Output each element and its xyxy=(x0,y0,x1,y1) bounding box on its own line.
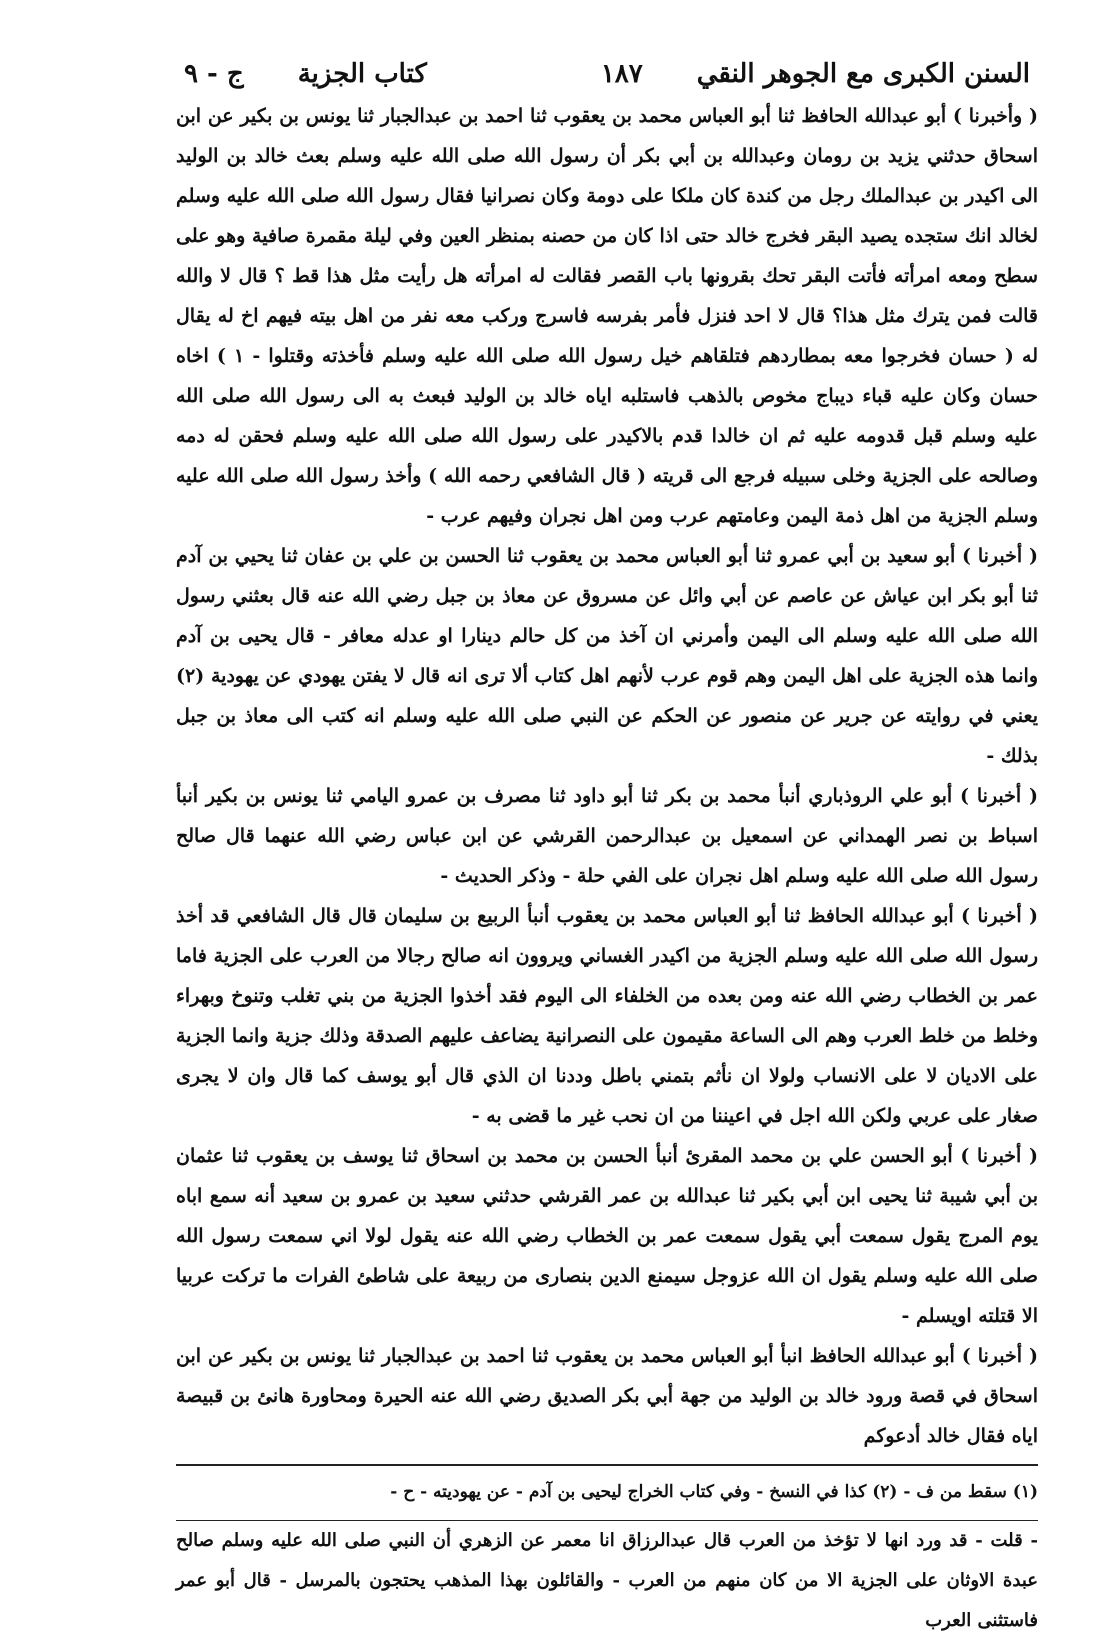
chapter-title: كتاب الجزية xyxy=(297,59,427,89)
hadith-paragraph: ( أخبرنا ) أبو عبدالله الحافظ انبأ أبو العباس محمد بن يعقوب ثنا احمد بن عبدالجبار ثنا يونس بن بكير عن ابن اسحاق في قصة ورود خالد بن الوليد من جهة أبي بكر الصديق رضي الله عنه الحيرة ومحاورة هانئ بن قبيصة اياه فقال خالد أدعوكم xyxy=(176,1345,1038,1447)
footnote-text: (١) سقط من ف - (٢) كذا في النسخ - وفي كتاب الخراج ليحيى بن آدم - عن يهوديته - ح - xyxy=(390,1482,1038,1502)
volume-number: ج - ٩ xyxy=(184,59,244,89)
footnotes xyxy=(176,1472,1038,1512)
hadith-paragraph: ( أخبرنا ) أبو سعيد بن أبي عمرو ثنا أبو العباس محمد بن يعقوب ثنا الحسن بن علي بن عفان ثنا يحيي بن آدم ثنا أبو بكر ابن عياش عن عاصم عن أبي وائل عن مسروق عن معاذ بن جبل رضي الله عنه قال بعثني رسول الله صلى الله عليه وسلم الى اليمن وأمرني ان آخذ من كل حالم دينارا او عدله معافر - قال يحيى بن آدم وانما هذه الجزية على اهل اليمن وهم قوم عرب لأنهم اهل كتاب ألا ترى انه قال لا يفتن يهودي عن يهودية (٢) يعني في روايته عن جرير عن منصور عن الحكم عن النبي صلى الله عليه وسلم انه كتب الى معاذ بن جبل بذلك - xyxy=(176,545,1038,767)
book-page xyxy=(176,52,1038,1631)
footnote-divider xyxy=(176,1464,1038,1466)
page-number: ١٨٧ xyxy=(600,59,643,89)
main-text xyxy=(176,96,1038,1456)
hadith-paragraph: ( أخبرنا ) أبو الحسن علي بن محمد المقرئ أنبأ الحسن بن محمد بن اسحاق ثنا يوسف بن يعقوب ثنا عثمان بن أبي شيبة ثنا يحيى ابن أبي بكير ثنا عبدالله بن عمر القرشي حدثني سعيد بن عمرو بن سعيد أنه سمع اباه يوم المرج يقول سمعت أبي يقول سمعت عمر بن الخطاب رضي الله عنه يقول لولا اني سمعت رسول الله صلى الله عليه وسلم يقول ان الله عزوجل سيمنع الدين بنصارى من ربيعة على شاطئ الفرات ما تركت عربيا الا قتلته اويسلم - xyxy=(176,1145,1038,1327)
hadith-paragraph: ( وأخبرنا ) أبو عبدالله الحافظ ثنا أبو العباس محمد بن يعقوب ثنا احمد بن عبدالجبار ثنا يونس بن بكير عن ابن اسحاق حدثني يزيد بن رومان وعبدالله بن أبي بكر أن رسول الله صلى الله عليه وسلم بعث خالد بن الوليد الى اكيدر بن عبدالملك رجل من كندة كان ملكا على دومة وكان نصرانيا فقال رسول الله صلى الله عليه وسلم لخالد انك ستجده يصيد البقر فخرج خالد حتى اذا كان من حصنه بمنظر العين وفي ليلة مقمرة صافية وهو على سطح ومعه امرأته فأتت البقر تحك بقرونها باب القصر فقالت له امرأته هل رأيت مثل هذا قط ؟ قال لا والله قالت فمن يترك مثل هذا؟ قال لا احد فنزل فأمر بفرسه فاسرج وركب معه نفر من اهل بيته فيهم اخ له يقال له ( حسان فخرجوا معه بمطاردهم فتلقاهم خيل رسول الله صلى الله عليه وسلم فأخذته وقتلوا - ١ ) اخاه حسان وكان عليه قباء ديباج مخوص بالذهب فاستلبه اياه خالد بن الوليد فبعث به الى رسول الله صلى الله عليه وسلم قبل قدومه عليه ثم ان خالدا قدم بالاكيدر على رسول الله صلى الله عليه وسلم فحقن له دمه وصالحه على الجزية وخلى سبيله فرجع الى قريته ( قال الشافعي رحمه الله ) وأخذ رسول الله صلى الله عليه وسلم الجزية من اهل ذمة اليمن وعامتهم عرب ومن اهل نجران وفيهم عرب - xyxy=(176,105,1038,527)
commentary xyxy=(176,1521,1038,1641)
hadith-paragraph: ( أخبرنا ) أبو عبدالله الحافظ ثنا أبو العباس محمد بن يعقوب أنبأ الربيع بن سليمان قال قال الشافعي قد أخذ رسول الله صلى الله عليه وسلم الجزية من اكيدر الغساني ويروون انه صالح رجالا من العرب على الجزية فاما عمر بن الخطاب رضي الله عنه ومن بعده من الخلفاء الى اليوم فقد أخذوا الجزية من بني تغلب وتنوخ وبهراء وخلط من خلط العرب وهم الى الساعة مقيمون على النصرانية يضاعف عليهم الصدقة وذلك جزية وانما الجزية على الاديان لا على الانساب ولولا ان نأثم بتمني باطل وددنا ان الذي قال أبو يوسف كما قال وان لا يجرى صغار على عربي ولكن الله اجل في اعيننا من ان نحب غير ما قضى به - xyxy=(176,905,1038,1127)
commentary-text: - قلت - قد ورد انها لا تؤخذ من العرب قال عبدالرزاق انا معمر عن الزهري أن النبي صلى الله عليه وسلم صالح عبدة الاوثان على الجزية الا من كان منهم من العرب - والقائلون بهذا المذهب يحتجون بالمرسل - قال أبو عمر فاستثنى العرب xyxy=(176,1530,1038,1631)
page-header xyxy=(176,52,1038,96)
book-title: السنن الكبرى مع الجوهر النقي xyxy=(696,59,1030,89)
hadith-paragraph: ( أخبرنا ) أبو علي الروذباري أنبأ محمد بن بكر ثنا أبو داود ثنا مصرف بن عمرو اليامي ثنا يونس بن بكير أنبأ اسباط بن نصر الهمداني عن اسمعيل بن عبدالرحمن القرشي عن ابن عباس رضي الله عنهما قال صالح رسول الله صلى الله عليه وسلم اهل نجران على الفي حلة - وذكر الحديث - xyxy=(176,785,1038,887)
